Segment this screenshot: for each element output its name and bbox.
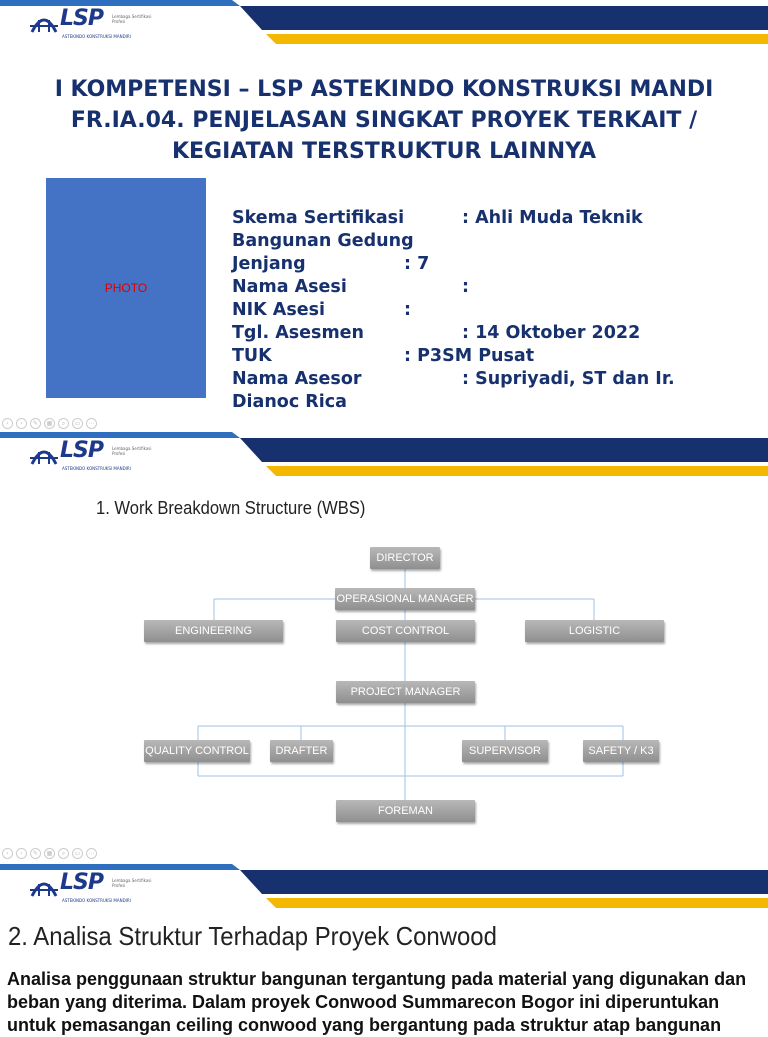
wbs-node-logistic: LOGISTIC <box>525 620 664 642</box>
slide-1 <box>0 0 768 430</box>
info-value: : 7 <box>404 254 430 274</box>
wbs-node-cost-control: COST CONTROL <box>336 620 475 642</box>
wbs-node-supervisor: SUPERVISOR <box>462 740 548 762</box>
wbs-node-project-manager: PROJECT MANAGER <box>336 681 475 703</box>
info-label: TUK <box>232 346 272 366</box>
body-line: Analisa penggunaan struktur bangunan tergantung pada material yang digunakan dan <box>7 969 747 989</box>
slide-3 <box>0 864 768 1035</box>
slides-icon[interactable]: ▦ <box>44 848 55 859</box>
info-value: : Supriyadi, ST dan Ir. <box>462 369 675 389</box>
slide-2 <box>0 432 768 860</box>
prev-slide-icon[interactable]: ‹ <box>2 848 13 859</box>
slide-title <box>0 74 768 167</box>
slide-nav-controls <box>2 418 97 430</box>
logo-tagline: Lembaga Sertifikasi Profesi <box>112 878 152 888</box>
info-label: Tgl. Asesmen <box>232 323 365 343</box>
next-slide-icon[interactable]: › <box>16 418 27 429</box>
pen-icon[interactable]: ✎ <box>30 418 41 429</box>
info-label: Skema Sertifikasi <box>232 208 405 228</box>
wbs-node-drafter: DRAFTER <box>270 740 333 762</box>
logo-brand: LSP <box>60 6 103 31</box>
info-label: Bangunan Gedung <box>232 231 414 251</box>
wbs-heading: 1. Work Breakdown Structure (WBS) <box>96 498 366 518</box>
logo-arch-icon <box>30 12 58 34</box>
subtitles-icon[interactable]: ▭ <box>72 418 83 429</box>
lsp-logo <box>30 6 152 42</box>
info-value: : <box>462 277 469 297</box>
zoom-icon[interactable]: ⌕ <box>58 418 69 429</box>
photo-placeholder <box>46 178 206 398</box>
slide-nav-controls <box>2 848 97 860</box>
wbs-node-director: DIRECTOR <box>370 547 440 569</box>
info-value: : <box>404 300 411 320</box>
wbs-node-operasional-manager: OPERASIONAL MANAGER <box>335 588 475 610</box>
title-line-2: FR.IA.04. PENJELASAN SINGKAT PROYEK TERKAIT / <box>70 108 698 133</box>
logo-tagline: Lembaga Sertifikasi Profesi <box>112 446 152 456</box>
analysis-heading: 2. Analisa Struktur Terhadap Proyek Conwood <box>8 921 497 951</box>
prev-slide-icon[interactable]: ‹ <box>2 418 13 429</box>
info-label: Jenjang <box>232 254 306 274</box>
wbs-node-engineering: ENGINEERING <box>144 620 283 642</box>
wbs-node-foreman: FOREMAN <box>336 800 475 822</box>
logo-tagline: Lembaga Sertifikasi Profesi <box>112 14 152 24</box>
photo-label: PHOTO <box>104 281 148 295</box>
logo-arch-icon <box>30 876 58 898</box>
title-line-1: I KOMPETENSI – LSP ASTEKINDO KONSTRUKSI MANDI <box>54 77 714 102</box>
next-slide-icon[interactable]: › <box>16 848 27 859</box>
info-value: : P3SM Pusat <box>404 346 535 366</box>
logo-brand: LSP <box>60 438 103 463</box>
slide-header <box>0 864 768 908</box>
info-label: NIK Asesi <box>232 300 326 320</box>
more-icon[interactable]: ⋯ <box>86 418 97 429</box>
subtitles-icon[interactable]: ▭ <box>72 848 83 859</box>
wbs-connectors <box>0 432 768 860</box>
title-line-3: KEGIATAN TERSTRUKTUR LAINNYA <box>171 139 597 164</box>
logo-org: ASTEKINDO KONSTRUKSI MANDIRI <box>62 898 131 903</box>
analysis-body <box>7 968 767 1037</box>
wbs-node-quality-control: QUALITY CONTROL <box>144 740 250 762</box>
more-icon[interactable]: ⋯ <box>86 848 97 859</box>
info-value: : 14 Oktober 2022 <box>462 323 641 343</box>
zoom-icon[interactable]: ⌕ <box>58 848 69 859</box>
logo-brand: LSP <box>60 870 103 895</box>
info-value: : Ahli Muda Teknik <box>462 208 643 228</box>
pen-icon[interactable]: ✎ <box>30 848 41 859</box>
logo-org: ASTEKINDO KONSTRUKSI MANDIRI <box>62 466 131 471</box>
lsp-logo <box>30 870 152 906</box>
info-label: Dianoc Rica <box>232 392 347 412</box>
slides-icon[interactable]: ▦ <box>44 418 55 429</box>
body-line: untuk pemasangan ceiling conwood yang bergantung pada struktur atap bangunan <box>7 1015 722 1035</box>
info-label: Nama Asesi <box>232 277 347 297</box>
logo-org: ASTEKINDO KONSTRUKSI MANDIRI <box>62 34 131 39</box>
info-label: Nama Asesor <box>232 369 362 389</box>
body-line: beban yang diterima. Dalam proyek Conwood Summarecon Bogor ini diperuntukan <box>7 992 720 1012</box>
slide-header <box>0 0 768 44</box>
wbs-node-safety: SAFETY / K3 <box>583 740 659 762</box>
